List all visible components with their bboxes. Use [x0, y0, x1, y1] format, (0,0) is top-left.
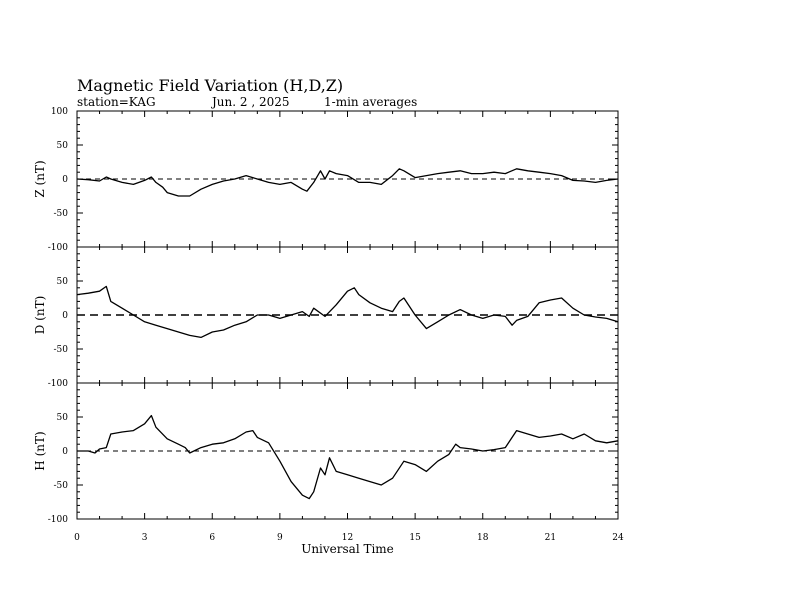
- date-label: Jun. 2 , 2025: [212, 95, 290, 109]
- x-tick-label: 15: [409, 533, 421, 543]
- d-y-axis-label: D (nT): [33, 295, 47, 335]
- d-y-tick-label: 50: [56, 277, 68, 287]
- d-y-tick-label: -100: [47, 379, 68, 389]
- h-series-line: [77, 416, 618, 499]
- z-y-tick-label: -50: [53, 209, 68, 219]
- h-y-tick-label: 0: [62, 447, 68, 457]
- h-y-tick-label: -50: [53, 481, 68, 491]
- z-y-tick-label: 0: [62, 175, 68, 185]
- h-y-tick-label: 50: [56, 413, 68, 423]
- x-tick-label: 6: [209, 533, 216, 543]
- h-y-axis-label: H (nT): [33, 431, 47, 471]
- x-tick-label: 21: [544, 533, 557, 543]
- z-y-tick-label: 100: [50, 107, 68, 117]
- x-tick-label: 9: [277, 533, 283, 543]
- x-tick-label: 24: [612, 533, 624, 543]
- d-y-tick-label: -50: [53, 345, 68, 355]
- x-tick-label: 12: [341, 533, 354, 543]
- h-y-tick-label: -100: [47, 515, 68, 525]
- z-y-axis-label: Z (nT): [33, 160, 47, 198]
- x-tick-label: 3: [141, 533, 148, 543]
- station-label: station=KAG: [77, 95, 156, 109]
- z-y-tick-label: 50: [56, 141, 68, 151]
- d-series-line: [77, 286, 618, 337]
- d-y-tick-label: 0: [62, 311, 68, 321]
- x-tick-label: 18: [477, 533, 489, 543]
- averaging-label: 1-min averages: [324, 95, 418, 109]
- chart-title: Magnetic Field Variation (H,D,Z): [77, 76, 344, 95]
- z-y-tick-label: -100: [47, 243, 68, 253]
- x-axis-label: Universal Time: [301, 542, 394, 556]
- x-tick-label: 0: [74, 533, 80, 543]
- z-series-line: [77, 169, 618, 196]
